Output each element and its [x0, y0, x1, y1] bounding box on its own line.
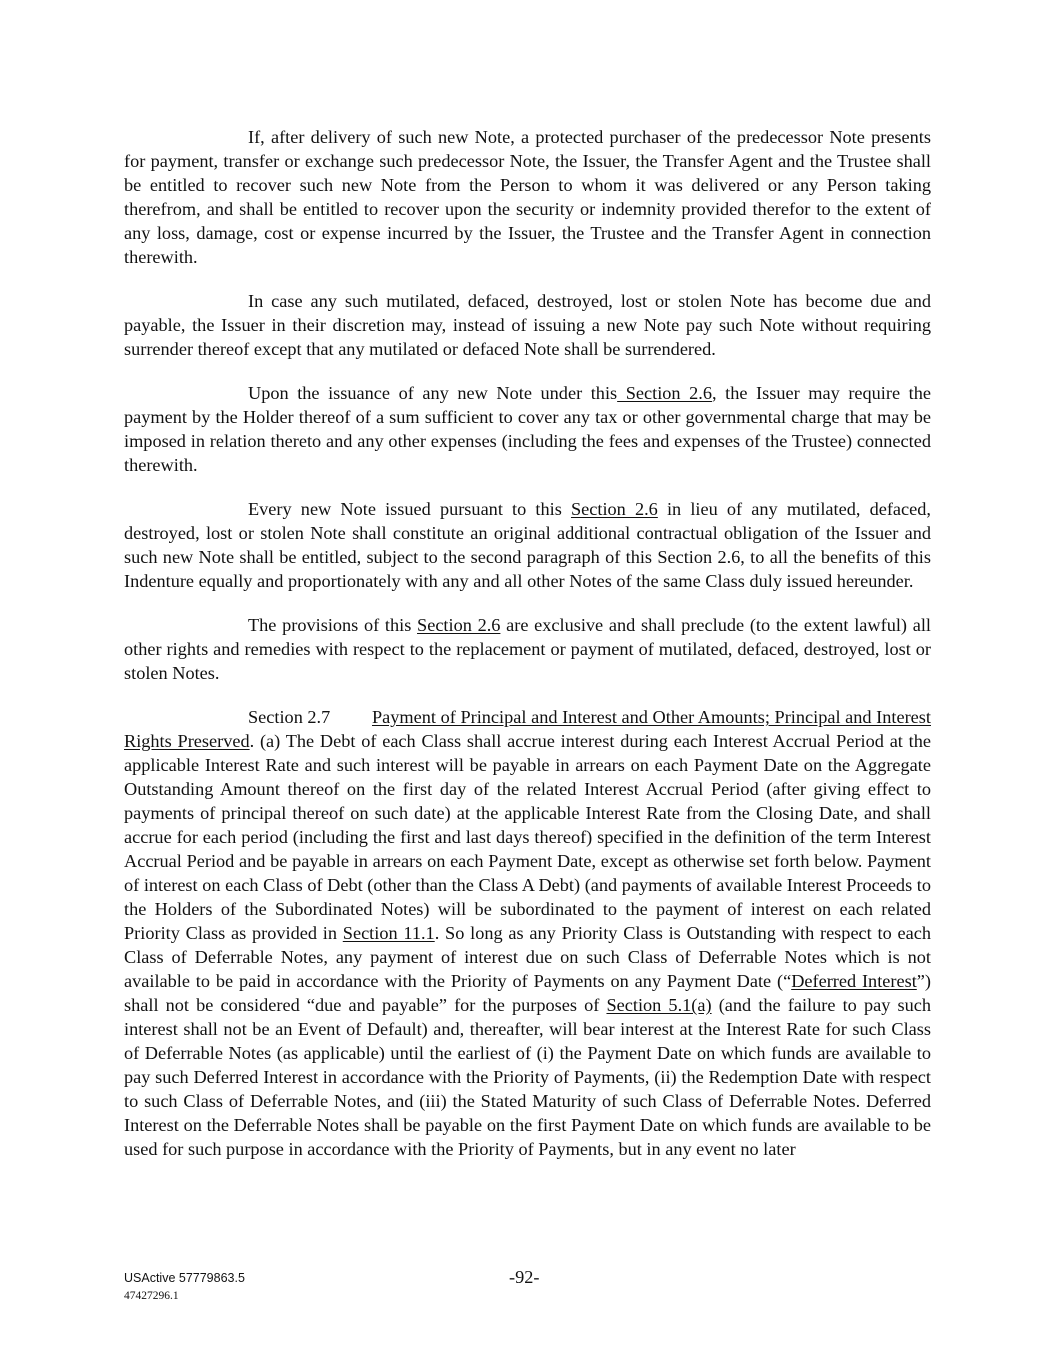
paragraph-text: The provisions of this — [248, 615, 418, 635]
section-heading: Payment of Principal and Interest and Other Amounts; Principal and Interest Rights Preserved — [124, 707, 931, 751]
footer-sub-id: 47427296.1 — [124, 1290, 179, 1302]
section-text: . (a) The Debt of each Class shall accrue interest during each Interest Accrual Period at the applicable Interest Rate and such interest will be payable in arrears on each Payment Date on the Aggregate Outstanding Amount thereof on the first day of the related Interest Accrual Period (after giving effect to payments of principal thereof on such date) at the applicable Interest Rate from the Closing Date, and shall accrue for each period (including the first and last days thereof) specified in the definition of the term Interest Accrual Period and be payable in arrears on each Payment Date, except as otherwise set forth below. Payment of interest on each Class of Debt (other than the Class A Debt) (and payments of available Interest Proceeds to the Holders of the Subordinated Notes) will be subordinated to the payment of interest on each related Priority Class as provided in — [124, 731, 931, 943]
paragraph-text: , the Issuer may require the payment by the Holder thereof of a sum sufficient to cover any tax or other governmental charge that may be imposed in relation thereto and any other expenses (including the fees and expenses of the Trustee) connected therewith. — [124, 383, 931, 475]
paragraph-tax-charge — [124, 381, 931, 477]
paragraph-text: are exclusive and shall preclude (to the extent lawful) all other rights and remedies with respect to the replacement or payment of mutilated, defaced, destroyed, lost or stolen Notes. — [124, 615, 931, 683]
paragraph-exclusive-provisions — [124, 613, 931, 685]
section-text: . So long as any Priority Class is Outstanding with respect to each Class of Deferrable Notes, any payment of interest due on such Class of Deferrable Notes which is not available to be paid in accordance with the Priority of Payments on any Payment Date (“ — [124, 923, 931, 991]
section-number: Section 2.7 — [248, 707, 331, 727]
paragraph-payment-without-surrender: In case any such mutilated, defaced, destroyed, lost or stolen Note has become due and payable, the Issuer in their discretion may, instead of issuing a new Note pay such Note without requiring surrender thereof except that any mutilated or defaced Note shall be surrendered. — [124, 291, 931, 359]
section-text: (and the failure to pay such interest shall not be an Event of Default) and, thereafter, will bear interest at the Interest Rate for such Class of Deferrable Notes (as applicable) until the earliest of (i) the Payment Date on which funds are available to pay such Deferred Interest in accordance with the Priority of Payments, (ii) the Redemption Date with respect to such Class of Deferrable Notes, and (iii) the Stated Maturity of such Class of Deferrable Notes. Deferred Interest on the Deferrable Notes shall be payable on the first Payment Date on which funds are available to be used for such purpose in accordance with the Priority of Payments, but in any event no later — [124, 995, 931, 1159]
footer-doc-id: USActive 57779863.5 — [124, 1271, 245, 1285]
paragraph-protected-purchaser: If, after delivery of such new Note, a protected purchaser of the predecessor Note presents for payment, transfer or exchange such predecessor Note, the Issuer, the Transfer Agent and the Trustee shall be entitled to recover such new Note from the Person to whom it was delivered or any Person taking therefrom, and shall be entitled to recover upon the security or indemnity provided therefor to the extent of any loss, damage, cost or expense incurred by the Issuer, the Trustee and the Transfer Agent in connection therewith. — [124, 127, 931, 267]
document-body — [124, 125, 931, 1181]
section-reference-link[interactable]: Section 11.1 — [342, 923, 435, 943]
section-reference-link[interactable]: Section 2.6 — [417, 615, 501, 635]
defined-term: Deferred Interest — [791, 971, 917, 991]
section-2-7-paragraph — [124, 705, 931, 1161]
paragraph-text: in lieu of any mutilated, defaced, destroyed, lost or stolen Note shall constitute an original additional contractual obligation of the Issuer and such new Note shall be entitled, subject to the second paragraph of this Section 2.6, to all the benefits of this Indenture equally and proportionately with any and all other Notes of the same Class duly issued hereunder. — [124, 499, 931, 591]
paragraph-text: Upon the issuance of any new Note under this — [248, 383, 618, 403]
page-number: -92- — [509, 1267, 540, 1287]
paragraph-text: Every new Note issued pursuant to this — [248, 499, 571, 519]
paragraph-original-obligation — [124, 497, 931, 593]
section-reference-link[interactable]: Section 2.6 — [617, 383, 712, 403]
section-reference-link[interactable]: Section 2.6 — [570, 499, 658, 519]
section-text: ”) shall not be considered “due and payable” for the purposes of — [124, 971, 931, 1015]
section-reference-link[interactable]: Section 5.1(a) — [606, 995, 712, 1015]
